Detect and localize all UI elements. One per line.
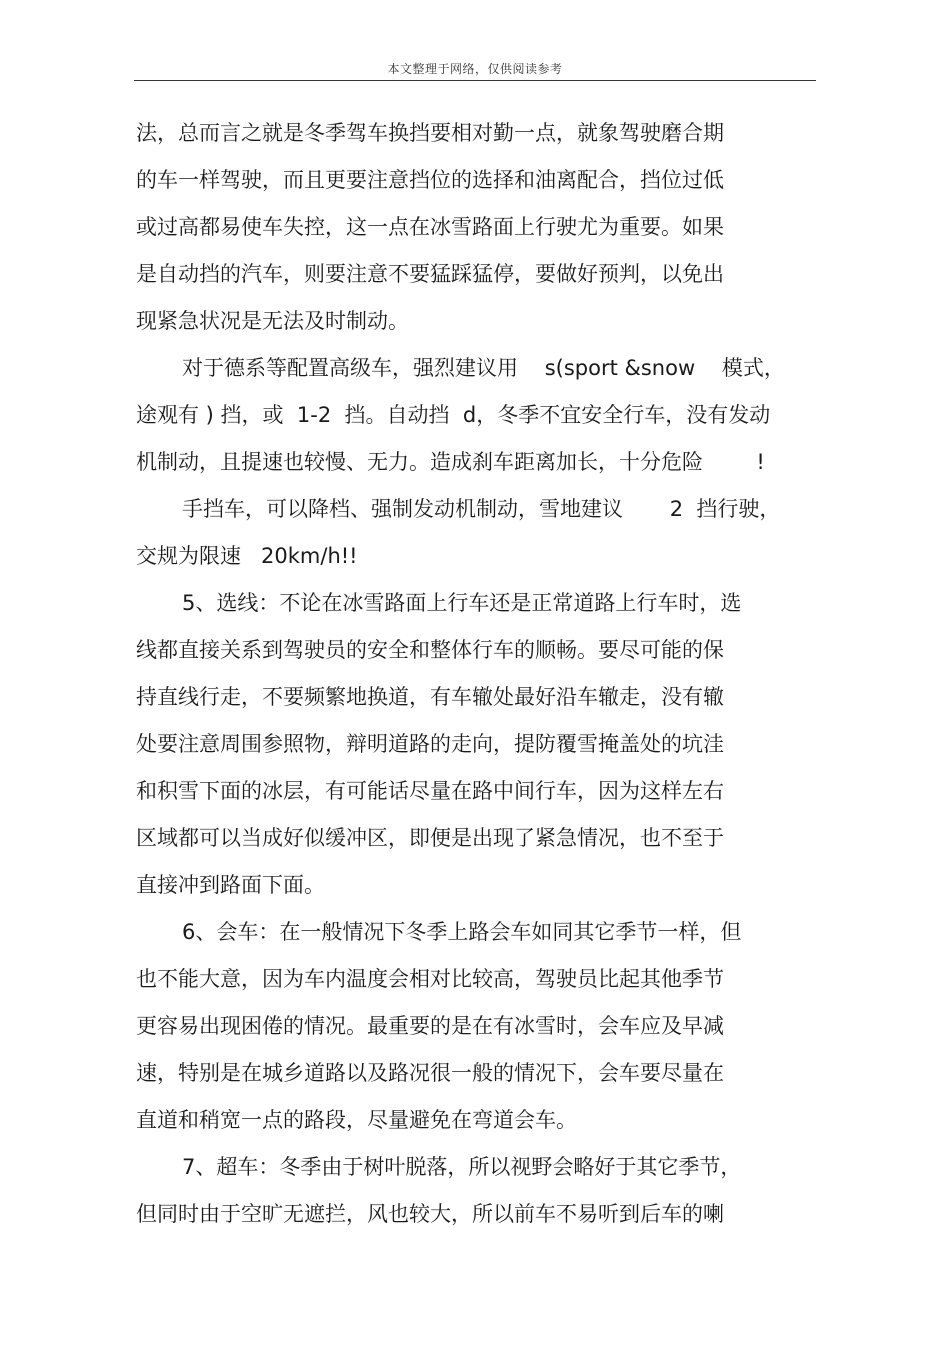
header-divider bbox=[134, 80, 816, 81]
text-line: 对于德系等配置高级车，强烈建议用 s(sport &snow 模式， bbox=[182, 356, 785, 380]
document-body bbox=[136, 110, 816, 1238]
text-line: 7、超车：冬季由于树叶脱落，所以视野会略好于其它季节， bbox=[182, 1155, 742, 1179]
text-line: 处要注意周围参照物，辩明道路的走向，提防覆雪掩盖处的坑洼 bbox=[136, 732, 724, 756]
text-line: 的车一样驾驶，而且更要注意挡位的选择和油离配合，挡位过低 bbox=[136, 168, 724, 192]
text-line: 现紧急状况是无法及时制动。 bbox=[136, 309, 409, 333]
text-line: 机制动，且提速也较慢、无力。造成刹车距离加长，十分危险 ! bbox=[136, 450, 765, 474]
text-line: 也不能大意，因为车内温度会相对比较高，驾驶员比起其他季节 bbox=[136, 967, 724, 991]
text-line: 线都直接关系到驾驶员的安全和整体行车的顺畅。要尽可能的保 bbox=[136, 638, 724, 662]
text-line: 法，总而言之就是冬季驾车换挡要相对勤一点，就象驾驶磨合期 bbox=[136, 121, 724, 145]
text-line: 和积雪下面的冰层，有可能话尽量在路中间行车，因为这样左右 bbox=[136, 779, 724, 803]
text-line: 速，特别是在城乡道路以及路况很一般的情况下，会车要尽量在 bbox=[136, 1061, 724, 1085]
text-line: 持直线行走，不要频繁地换道，有车辙处最好沿车辙走，没有辙 bbox=[136, 685, 724, 709]
text-line: 但同时由于空旷无遮拦，风也较大，所以前车不易听到后车的喇 bbox=[136, 1202, 724, 1226]
text-line: 区域都可以当成好似缓冲区，即便是出现了紧急情况，也不至于 bbox=[136, 826, 724, 850]
page-header-note: 本文整理于网络，仅供阅读参考 bbox=[387, 62, 563, 76]
text-line: 直接冲到路面下面。 bbox=[136, 873, 325, 897]
text-line: 更容易出现困倦的情况。最重要的是在有冰雪时，会车应及早减 bbox=[136, 1014, 724, 1038]
text-line: 交规为限速 20km/h!! bbox=[136, 544, 358, 568]
text-line: 5、选线：不论在冰雪路面上行车还是正常道路上行车时，选 bbox=[182, 591, 742, 615]
text-line: 或过高都易使车失控，这一点在冰雪路面上行驶尤为重要。如果 bbox=[136, 215, 724, 239]
text-line: 6、会车：在一般情况下冬季上路会车如同其它季节一样，但 bbox=[182, 920, 742, 944]
text-line: 手挡车，可以降档、强制发动机制动，雪地建议 2 挡行驶， bbox=[182, 497, 781, 521]
text-line: 是自动挡的汽车，则要注意不要猛踩猛停，要做好预判，以免出 bbox=[136, 262, 724, 286]
text-line: 途观有 ) 挡，或 1-2 挡。自动挡 d，冬季不宜安全行车，没有发动 bbox=[136, 403, 771, 427]
text-line: 直道和稍宽一点的路段，尽量避免在弯道会车。 bbox=[136, 1108, 577, 1132]
